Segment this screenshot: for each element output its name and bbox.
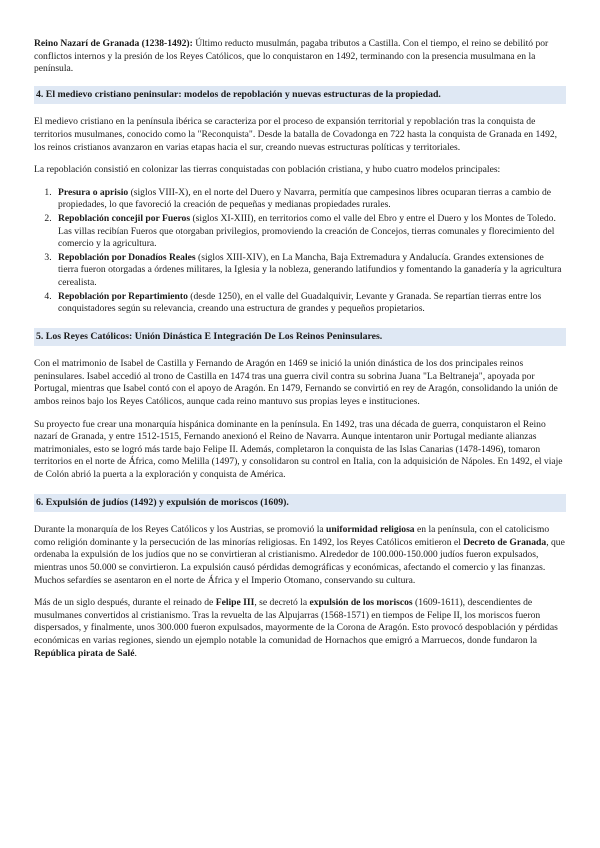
list-item-text: (siglos XI-XIII), en territorios como el valle del Ebro y entre el Duero y los Montes de Toledo. Las villas recibían Fueros que otorgaban privilegios, promoviendo la creación de Concejos, tierras comunales y florecimiento del comercio y la agricultura. xyxy=(58,212,556,250)
list-item-text: (desde 1250), en el valle del Guadalquivir, Levante y Granada. Se repartían tierras entre los conquistadores según su relevancia, creando una estructura de grandes y pequeños propietarios. xyxy=(58,290,542,315)
repoblacion-list xyxy=(34,187,566,316)
text-bold: República pirata de Salé xyxy=(34,647,135,659)
list-item-bold: Repoblación por Repartimiento xyxy=(58,290,188,302)
intro-paragraph xyxy=(34,38,566,76)
list-item xyxy=(54,252,566,290)
section-4-heading: 4. El medievo cristiano peninsular: modelos de repoblación y nuevas estructuras de la propiedad. xyxy=(34,86,566,105)
text-run: . xyxy=(134,647,137,659)
section-6-heading: 6. Expulsión de judíos (1492) y expulsión de moriscos (1609). xyxy=(34,494,566,513)
section-6-paragraph-1 xyxy=(34,524,566,587)
section-4-paragraph-2: La repoblación consistió en colonizar las tierras conquistadas con población cristiana, y hubo cuatro modelos principales: xyxy=(34,164,501,176)
text-run: , que ordenaba la expulsión de los judíos que no se convirtieran al cristianismo. Alrededor de 100.000-150.000 judíos fueron expulsados, mientras unos 50.000 se convirtieron. La expulsión causó pérdidas demográficas y económicas, afectando el comercio y las finanzas. Muchos sefardíes se asentaron en el norte de África y el Imperio Otomano, conservando su cultura. xyxy=(34,536,565,586)
section-6-paragraph-2 xyxy=(34,597,566,660)
text-run: Durante la monarquía de los Reyes Católicos y los Austrias, se promovió la xyxy=(34,524,327,536)
section-4-paragraph-1: El medievo cristiano en la península ibérica se caracteriza por el proceso de expansión territorial y repoblación tras la conquista de territorios musulmanes, conocido como la "Reconquista". Desde la batalla de Covadonga en 722 hasta la conquista de Granada en 1492, los reinos cristianos avanzaron en varias etapas hacia el sur, creando nuevas estructuras políticas y territoriales. xyxy=(34,116,558,153)
list-item-bold: Repoblación concejil por Fueros xyxy=(58,212,191,224)
text-bold: expulsión de los moriscos xyxy=(309,597,413,609)
intro-bold: Reino Nazarí de Granada (1238-1492): xyxy=(34,38,193,49)
text-bold: Decreto de Granada xyxy=(463,536,547,548)
list-item-bold: Presura o aprisio xyxy=(58,186,129,198)
list-item-text: (siglos XIII-XIV), en La Mancha, Baja Extremadura y Andalucía. Grandes extensiones de tierra fueron otorgadas a órdenes militares, la Iglesia y la nobleza, generando latifundios y fomentando la ganadería y la agricultura cerealista. xyxy=(58,251,562,288)
text-run: Más de un siglo después, durante el reinado de xyxy=(34,597,216,609)
section-5-paragraph-2: Su proyecto fue crear una monarquía hispánica dominante en la península. En 1492, tras una década de guerra, conquistaron el Reino nazarí de Granada, y entre 1512-1515, Fernando anexionó el Reino de Navarra. Aunque intentaron unir Portugal mediante alianzas matrimoniales, esto se logró más tarde bajo Felipe II. Además, completaron la conquista de las Islas Canarias (1478-1496), tomaron territorios en el norte de África, como Melilla (1497), y consolidaron su control en Italia, con la adquisición de Nápoles. En 1492, el viaje de Colón abrió la puerta a la exploración y conquista de América. xyxy=(34,418,563,481)
section-5-paragraph-1: Con el matrimonio de Isabel de Castilla y Fernando de Aragón en 1469 se inició la unión dinástica de los dos principales reinos peninsulares. Isabel accedió al trono de Castilla en 1474 tras una guerra civil contra su sobrina Juana "La Beltraneja", apoyada por Portugal, mientras que Isabel contó con el apoyo de Aragón. En 1479, Fernando se convirtió en rey de Aragón, consolidando la unión de ambos reinos bajo los Reyes Católicos, aunque cada reino mantuvo sus propias leyes e instituciones. xyxy=(34,358,558,408)
section-5-heading: 5. Los Reyes Católicos: Unión Dinástica E Integración De Los Reinos Peninsulares. xyxy=(34,328,566,347)
text-bold: Felipe III xyxy=(215,597,255,609)
list-item xyxy=(54,187,566,212)
list-item-text: (siglos VIII-X), en el norte del Duero y Navarra, permitía que campesinos libres ocuparan tierras a cambio de propiedades, lo que favoreció la creación de pequeñas y medianas propiedades rurales. xyxy=(58,186,552,211)
text-bold: uniformidad religiosa xyxy=(326,524,415,536)
intro-text: Último reducto musulmán, pagaba tributos a Castilla. Con el tiempo, el reino se debilitó por conflictos internos y la presión de los Reyes Católicos, que lo conquistaron en 1492, terminando con la presencia musulmana en la península. xyxy=(34,38,549,75)
list-item xyxy=(54,213,566,251)
text-run: , se decretó la xyxy=(254,597,310,609)
list-item-bold: Repoblación por Donadíos Reales xyxy=(58,251,196,263)
text-run: (1609-1611), descendientes de musulmanes convertidos al cristianismo. Tras la revuelta de las Alpujarras (1568-1571) en tiempos de Felipe II, los moriscos fueron dispersados, y finalmente, unos 300.000 fueron expulsados, mayormente de la Corona de Aragón. Esto provocó despoblación y pérdidas económicas en varias regiones, siendo un ejemplo notable la comunidad de Hornachos que emigró a Marruecos, donde fundaron la xyxy=(34,597,558,646)
document-page xyxy=(34,38,566,670)
text-run: en la península, con el catolicismo como religión dominante y la persecución de las minorías religiosas. En 1492, los Reyes Católicos emitieron el xyxy=(34,524,550,548)
list-item xyxy=(54,291,566,316)
